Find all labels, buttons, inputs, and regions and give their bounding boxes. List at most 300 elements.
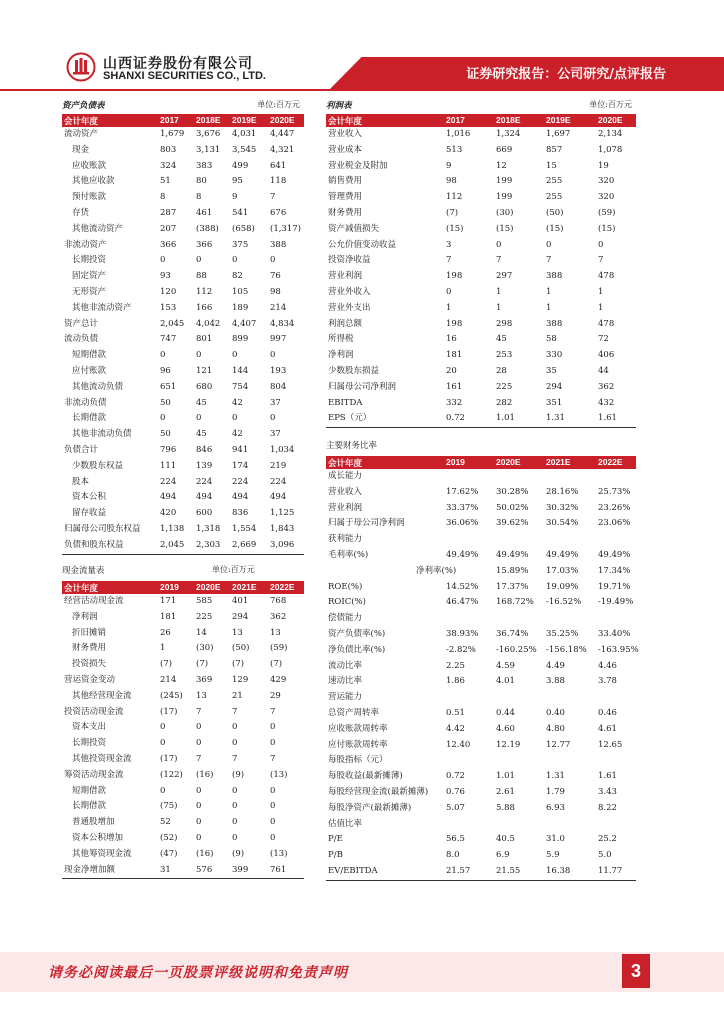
ratios-cell: 30.54%	[546, 518, 579, 529]
income_statement-cell: (59)	[598, 208, 616, 218]
income_statement-row-label: 营业利润	[328, 271, 363, 282]
ratios-row	[326, 753, 636, 769]
income_statement-row	[326, 253, 636, 269]
income_statement-cell: 1,078	[598, 144, 623, 155]
income_statement-row-label: EPS（元）	[328, 413, 372, 424]
ratios-row	[326, 501, 636, 517]
balance-sheet-title: 资产负债表	[62, 101, 105, 111]
ratios-row-label: 毛利率(%)	[328, 550, 369, 560]
balance_sheet-cell: 494	[232, 492, 249, 503]
income_statement-cell: 7	[496, 255, 502, 266]
income_statement-cell: 12	[496, 160, 507, 171]
ratios-cell: -2.82%	[446, 644, 476, 655]
balance_sheet-cell: 50	[160, 397, 171, 408]
disclaimer-text: 请务必阅读最后一页股票评级说明和免责声明	[48, 965, 348, 981]
cash_flow-row-label: 普通股增加	[72, 817, 115, 828]
cash_flow-row	[62, 815, 304, 831]
balance_sheet-row	[62, 364, 304, 380]
income_statement-cell: 35	[546, 366, 557, 376]
ratios-row	[326, 469, 636, 485]
income_statement-cell: 1,016	[446, 129, 471, 139]
ratios-cell: 3.78	[598, 676, 617, 687]
cash_flow-cell: 0	[196, 722, 202, 733]
income-statement-title: 利润表	[326, 101, 352, 111]
balance_sheet-cell: 0	[270, 413, 276, 424]
cash_flow-cell: 576	[196, 864, 213, 875]
balance_sheet-cell: 836	[232, 508, 249, 519]
income_statement-cell: 199	[496, 192, 513, 203]
cash_flow-row-label: 经营活动现金流	[64, 596, 124, 606]
cash_flow-cell: 52	[160, 817, 171, 828]
balance_sheet-row-label: 其他流动负债	[72, 381, 124, 392]
cash_flow-row-label: 折旧摊销	[72, 627, 107, 638]
balance_sheet-cell: 676	[270, 208, 287, 218]
balance_sheet-row	[62, 127, 304, 143]
income_statement-cell: 298	[496, 318, 513, 329]
balance_sheet-cell: 494	[160, 492, 177, 503]
cash_flow-cell: 0	[232, 801, 238, 812]
ratios-cell: 49.49%	[446, 550, 479, 560]
balance_sheet-cell: 1,679	[160, 129, 185, 139]
balance_sheet-cell: 651	[160, 381, 177, 392]
cash_flow-cell: (52)	[160, 833, 178, 843]
income_statement-cell: 478	[598, 271, 615, 282]
income_statement-header-cell: 2019E	[546, 115, 571, 125]
ratios-cell: 1.01	[496, 771, 515, 782]
balance_sheet-cell: 420	[160, 508, 177, 519]
cash_flow-row	[62, 863, 304, 879]
balance_sheet-cell: 0	[270, 255, 276, 266]
cash_flow-cell: 362	[270, 611, 287, 622]
ratios-cell: 4.49	[546, 660, 565, 671]
cash_flow-cell: 0	[270, 738, 276, 749]
income_statement-cell: 1	[496, 287, 502, 297]
income_statement-cell: 1	[496, 302, 502, 313]
balance_sheet-row	[62, 222, 304, 238]
ratios-cell: 2.61	[496, 787, 515, 797]
balance_sheet-cell: 1,138	[160, 524, 185, 534]
ratios-cell: 49.49%	[598, 550, 631, 560]
income_statement-row-label: 营业税金及附加	[328, 160, 388, 171]
balance_sheet-cell: 166	[196, 302, 213, 313]
income_statement-cell: 9	[446, 160, 452, 171]
balance_sheet-cell: 803	[160, 144, 177, 155]
cash_flow-cell: 14	[196, 627, 207, 638]
income_statement-row	[326, 364, 636, 380]
income_statement-cell: 28	[496, 366, 507, 376]
balance_sheet-cell: 754	[232, 381, 249, 392]
income_statement-row-label: 利润总额	[328, 318, 363, 329]
ratios-cell: 39.62%	[496, 518, 529, 529]
ratios-row	[326, 801, 636, 817]
ratios-row-label: 营业利润	[328, 502, 363, 513]
income_statement-cell: (15)	[496, 223, 514, 234]
ratios-cell: 6.93	[546, 802, 565, 813]
balance_sheet-row	[62, 506, 304, 522]
ratios-cell: 3.88	[546, 676, 565, 687]
income_statement-header-row	[326, 114, 636, 127]
cash_flow-cell: (47)	[160, 848, 178, 859]
balance_sheet-cell: 2,045	[160, 318, 185, 329]
income_statement-cell: 1	[446, 302, 452, 313]
ratios-cell: 30.32%	[546, 502, 579, 513]
ratios-cell: 49.49%	[546, 550, 579, 560]
income_statement-cell: 294	[546, 381, 563, 392]
income_statement-cell: 1,697	[546, 129, 571, 139]
ratios-row	[326, 832, 636, 848]
balance_sheet-row	[62, 253, 304, 269]
ratios-row-label: 估值比率	[328, 818, 363, 829]
balance_sheet-cell: 375	[232, 239, 249, 250]
ratios-cell: 50.02%	[496, 502, 529, 513]
income_statement-row	[326, 317, 636, 333]
ratios-cell: 46.47%	[446, 597, 479, 608]
balance_sheet-cell: 0	[160, 413, 166, 424]
balance_sheet-cell: 3,545	[232, 144, 257, 155]
cash_flow-cell: 29	[270, 690, 281, 701]
ratios-row	[326, 769, 636, 785]
balance_sheet-cell: 324	[160, 160, 177, 171]
cash_flow-row	[62, 594, 304, 610]
ratios-row	[326, 564, 636, 580]
ratios-row-label: 每股经营现金流(最新摊薄)	[328, 787, 429, 797]
ratios-row-label: 营业收入	[328, 486, 363, 497]
balance_sheet-cell: 941	[232, 445, 249, 455]
ratios-cell: 0.76	[446, 787, 465, 797]
cash_flow-header-cell: 会计年度	[64, 583, 99, 593]
income_statement-cell: 1,324	[496, 129, 521, 139]
balance_sheet-cell: 2,045	[160, 539, 185, 550]
balance_sheet-row-label: 资本公积	[72, 492, 107, 503]
ratios-cell: 5.88	[496, 802, 515, 813]
ratios-row-label: P/B	[328, 850, 343, 861]
balance_sheet-row	[62, 348, 304, 364]
cash_flow-cell: 225	[196, 611, 213, 622]
cash_flow-row	[62, 626, 304, 642]
income_statement-cell: 161	[446, 381, 463, 392]
balance_sheet-row	[62, 206, 304, 222]
income_statement-row	[326, 301, 636, 317]
balance_sheet-row-label: 长期投资	[72, 255, 107, 266]
ratios-cell: 11.77	[598, 866, 623, 876]
cash_flow-row-label: 营运资金变动	[64, 675, 116, 685]
income_statement-cell: (50)	[546, 208, 564, 218]
ratios-row	[326, 580, 636, 596]
ratios-header-cell: 2020E	[496, 457, 521, 467]
cash_flow-row	[62, 689, 304, 705]
income_statement-row-label: EBITDA	[328, 397, 363, 408]
balance_sheet-cell: 499	[232, 160, 249, 171]
balance_sheet-header-cell: 2019E	[232, 115, 257, 125]
ratios-cell: 4.59	[496, 660, 515, 671]
balance_sheet-cell: 153	[160, 302, 177, 313]
balance_sheet-cell: (658)	[232, 223, 255, 234]
ratios-cell: 6.9	[496, 850, 510, 861]
cash_flow-cell: (13)	[270, 769, 288, 780]
cash_flow-row	[62, 720, 304, 736]
ratios-cell: 12.19	[496, 739, 521, 750]
balance_sheet-cell: (388)	[196, 223, 219, 234]
ratios-row-label: ROE(%)	[328, 581, 363, 592]
ratios-cell: 0.72	[446, 771, 465, 782]
balance_sheet-cell: 2,669	[232, 539, 257, 550]
cash_flow-cell: 0	[196, 785, 202, 796]
balance_sheet-cell: 105	[232, 287, 249, 297]
ratios-cell: 168.72%	[496, 597, 534, 608]
cash_flow-cell: 0	[160, 785, 166, 796]
income_statement-cell: 198	[446, 318, 463, 329]
cash_flow-row-label: 净利润	[72, 611, 98, 622]
ratios-cell: 17.62%	[446, 486, 479, 497]
balance_sheet-row-label: 流动负债	[64, 334, 99, 345]
income_statement-cell: 330	[546, 350, 563, 361]
balance_sheet-row-label: 其他非流动资产	[72, 302, 132, 313]
balance_sheet-cell: 1,125	[270, 508, 295, 519]
cash_flow-cell: 0	[232, 817, 238, 828]
income_statement-cell: 1	[598, 287, 604, 297]
cash_flow-cell: 171	[160, 596, 177, 606]
income_statement-row	[326, 411, 636, 427]
cash_flow-row-label: 投资活动现金流	[64, 706, 124, 717]
balance_sheet-cell: 383	[196, 160, 213, 171]
ratios-title: 主要财务比率	[326, 441, 378, 451]
balance_sheet-cell: 3,131	[196, 144, 221, 155]
balance_sheet-cell: 0	[196, 413, 202, 424]
ratios-cell: 8.22	[598, 802, 617, 813]
balance_sheet-cell: 1,318	[196, 524, 221, 534]
balance_sheet-row-label: 归属母公司股东权益	[64, 524, 141, 534]
ratios-row-label: P/E	[328, 834, 343, 845]
cash_flow-cell: 0	[232, 833, 238, 843]
balance_sheet-cell: 4,447	[270, 129, 295, 139]
cash_flow-row	[62, 705, 304, 721]
ratios-row	[326, 706, 636, 722]
balance_sheet-cell: 224	[232, 476, 249, 487]
balance_sheet-cell: 641	[270, 160, 287, 171]
cash_flow-row-label: 资本支出	[72, 722, 107, 733]
income_statement-header-cell: 2017	[446, 115, 465, 125]
balance_sheet-cell: 88	[196, 271, 207, 282]
balance_sheet-row-label: 长期借款	[72, 413, 107, 424]
income_statement-cell: 351	[546, 397, 563, 408]
cash_flow-cell: 0	[196, 833, 202, 843]
balance_sheet-cell: (1,317)	[270, 223, 301, 234]
income_statement-cell: 513	[446, 144, 463, 155]
income_statement-row	[326, 174, 636, 190]
ratios-cell: 1.31	[546, 771, 565, 782]
ratios-row	[326, 643, 639, 659]
balance_sheet-cell: 219	[270, 460, 287, 471]
balance_sheet-cell: 600	[196, 508, 213, 519]
cash_flow-cell: 181	[160, 611, 177, 622]
ratios-header-row	[326, 456, 636, 469]
balance_sheet-cell: 174	[232, 460, 249, 471]
ratios-row	[326, 532, 636, 548]
cash_flow-cell: 0	[196, 801, 202, 812]
balance_sheet-row-label: 固定资产	[72, 271, 107, 282]
cash_flow-cell: 13	[232, 627, 243, 638]
ratios-cell: 38.93%	[446, 629, 479, 639]
balance_sheet-row-label: 流动资产	[64, 129, 99, 139]
cash_flow-cell: (17)	[160, 706, 178, 717]
balance_sheet-row	[62, 443, 304, 459]
income_statement-cell: 320	[598, 176, 615, 187]
cash_flow-cell: 369	[196, 675, 213, 685]
balance_sheet-row	[62, 459, 304, 475]
balance_sheet-row	[62, 174, 304, 190]
cash_flow-cell: (7)	[196, 659, 209, 670]
income_statement-row-label: 财务费用	[328, 208, 363, 218]
income_statement-bottom-rule	[326, 427, 636, 428]
income_statement-cell: 255	[546, 176, 563, 187]
balance_sheet-cell: 3,676	[196, 129, 221, 139]
balance_sheet-row-label: 资产总计	[64, 318, 99, 329]
cash_flow-row-label: 财务费用	[72, 643, 107, 654]
balance_sheet-row	[62, 238, 304, 254]
cash_flow-cell: 31	[160, 864, 171, 875]
balance_sheet-row-label: 负债和股东权益	[64, 539, 124, 550]
ratios-row-label: EV/EBITDA	[328, 866, 378, 876]
cash_flow-cell: 7	[196, 706, 202, 717]
balance-sheet-unit: 单位:百万元	[257, 100, 300, 109]
balance_sheet-header-cell: 2017	[160, 115, 179, 125]
income_statement-cell: 388	[546, 318, 563, 329]
balance_sheet-cell: 112	[196, 287, 213, 297]
ratios-cell: -160.25%	[496, 644, 537, 655]
income_statement-cell: 3	[446, 239, 452, 250]
balance_sheet-cell: 997	[270, 334, 287, 345]
balance_sheet-cell: 224	[196, 476, 213, 487]
income_statement-row-label: 营业收入	[328, 129, 363, 139]
ratios-row	[326, 611, 636, 627]
balance_sheet-cell: 494	[270, 492, 287, 503]
cash_flow-cell: (122)	[160, 769, 183, 780]
balance_sheet-row	[62, 380, 304, 396]
cash_flow-row	[62, 831, 304, 847]
income_statement-row-label: 归属母公司净利润	[328, 381, 397, 392]
income_statement-cell: 0	[446, 287, 452, 297]
ratios-cell: 17.34%	[598, 565, 631, 576]
ratios-cell: 5.07	[446, 802, 465, 813]
income_statement-cell: 255	[546, 192, 563, 203]
ratios-cell: 33.37%	[446, 502, 479, 513]
balance_sheet-header-cell: 2020E	[270, 115, 295, 125]
ratios-row	[326, 722, 636, 738]
ratios-cell: 30.28%	[496, 486, 529, 497]
balance_sheet-row	[62, 159, 304, 175]
balance_sheet-cell: 366	[196, 239, 213, 250]
cash_flow-cell: 429	[270, 675, 287, 685]
page-header	[0, 0, 724, 92]
balance_sheet-header-row	[62, 114, 304, 127]
income_statement-cell: 857	[546, 144, 563, 155]
income_statement-cell: 362	[598, 381, 615, 392]
ratios-cell: 35.25%	[546, 629, 579, 639]
balance_sheet-bottom-rule	[62, 554, 304, 555]
income_statement-cell: (7)	[446, 208, 459, 218]
balance_sheet-cell: 37	[270, 397, 281, 408]
ratios-cell: 2.25	[446, 660, 465, 671]
income_statement-row-label: 所得税	[328, 334, 354, 345]
cash_flow-row-label: 资本公积增加	[72, 833, 124, 843]
ratios-row-label: 每股指标（元）	[328, 755, 388, 766]
balance_sheet-row	[62, 317, 304, 333]
ratios-row-label: 流动比率	[328, 660, 363, 671]
income_statement-cell: 15	[546, 160, 557, 171]
balance_sheet-cell: 224	[270, 476, 287, 487]
ratios-cell: 15.89%	[496, 565, 529, 576]
income_statement-cell: 7	[446, 255, 452, 266]
income_statement-row	[326, 380, 636, 396]
cash_flow-cell: 0	[196, 817, 202, 828]
balance_sheet-cell: 0	[232, 413, 238, 424]
ratios-row	[326, 659, 636, 675]
income_statement-cell: 669	[496, 144, 513, 155]
header-divider	[0, 89, 724, 91]
cash-flow-title: 现金流量表	[62, 566, 105, 576]
cash_flow-cell: 0	[196, 738, 202, 749]
page-number: 3	[622, 954, 650, 988]
cash_flow-cell: 129	[232, 675, 249, 685]
cash_flow-cell: 7	[196, 754, 202, 764]
report-type: 证券研究报告：公司研究/点评报告	[466, 67, 666, 82]
income_statement-row	[326, 269, 636, 285]
balance_sheet-row-label: 预付账款	[72, 192, 107, 203]
ratios-header-cell: 2019	[446, 457, 465, 467]
balance_sheet-cell: 747	[160, 334, 177, 345]
balance_sheet-row	[62, 190, 304, 206]
income_statement-cell: 0.72	[446, 413, 465, 424]
income_statement-cell: 58	[546, 334, 557, 345]
cash_flow-cell: 0	[270, 833, 276, 843]
ratios-row-label: 成长能力	[328, 471, 363, 481]
balance_sheet-row-label: 非流动负债	[64, 397, 107, 408]
ratios-row	[326, 864, 636, 880]
income_statement-cell: 1	[546, 302, 552, 313]
ratios-row-label: 应收账款周转率	[328, 723, 388, 734]
ratios-row-label: 归属于母公司净利润	[328, 518, 405, 529]
cash_flow-cell: 0	[270, 785, 276, 796]
income_statement-cell: (30)	[496, 208, 514, 218]
balance_sheet-row	[62, 427, 304, 443]
ratios-cell: -156.18%	[546, 644, 587, 655]
income_statement-row-label: 营业成本	[328, 144, 363, 155]
cash_flow-row-label: 筹资活动现金流	[64, 769, 124, 780]
cash_flow-row-label: 其他投资现金流	[72, 754, 132, 764]
income_statement-row-label: 少数股东损益	[328, 366, 380, 376]
income_statement-cell: 1.01	[496, 413, 515, 424]
cash_flow-cell: 768	[270, 596, 287, 606]
balance_sheet-row	[62, 396, 304, 412]
balance_sheet-cell: 80	[196, 176, 207, 187]
cash_flow-cell: (7)	[270, 659, 283, 670]
income_statement-header-cell: 会计年度	[328, 116, 363, 126]
cash_flow-cell: 401	[232, 596, 249, 606]
cash_flow-row	[62, 641, 304, 657]
income_statement-cell: 16	[446, 334, 457, 345]
cash_flow-header-cell: 2021E	[232, 582, 257, 592]
balance_sheet-cell: 0	[196, 255, 202, 266]
ratios-cell: 25.73%	[598, 486, 631, 497]
income_statement-cell: 181	[446, 350, 463, 361]
income_statement-row	[326, 143, 636, 159]
balance_sheet-row	[62, 269, 304, 285]
cash_flow-cell: (9)	[232, 848, 245, 859]
cash_flow-header-cell: 2022E	[270, 582, 295, 592]
balance_sheet-cell: 7	[270, 192, 276, 203]
ratios-cell: 49.49%	[496, 550, 529, 560]
cash_flow-cell: (9)	[232, 769, 245, 780]
